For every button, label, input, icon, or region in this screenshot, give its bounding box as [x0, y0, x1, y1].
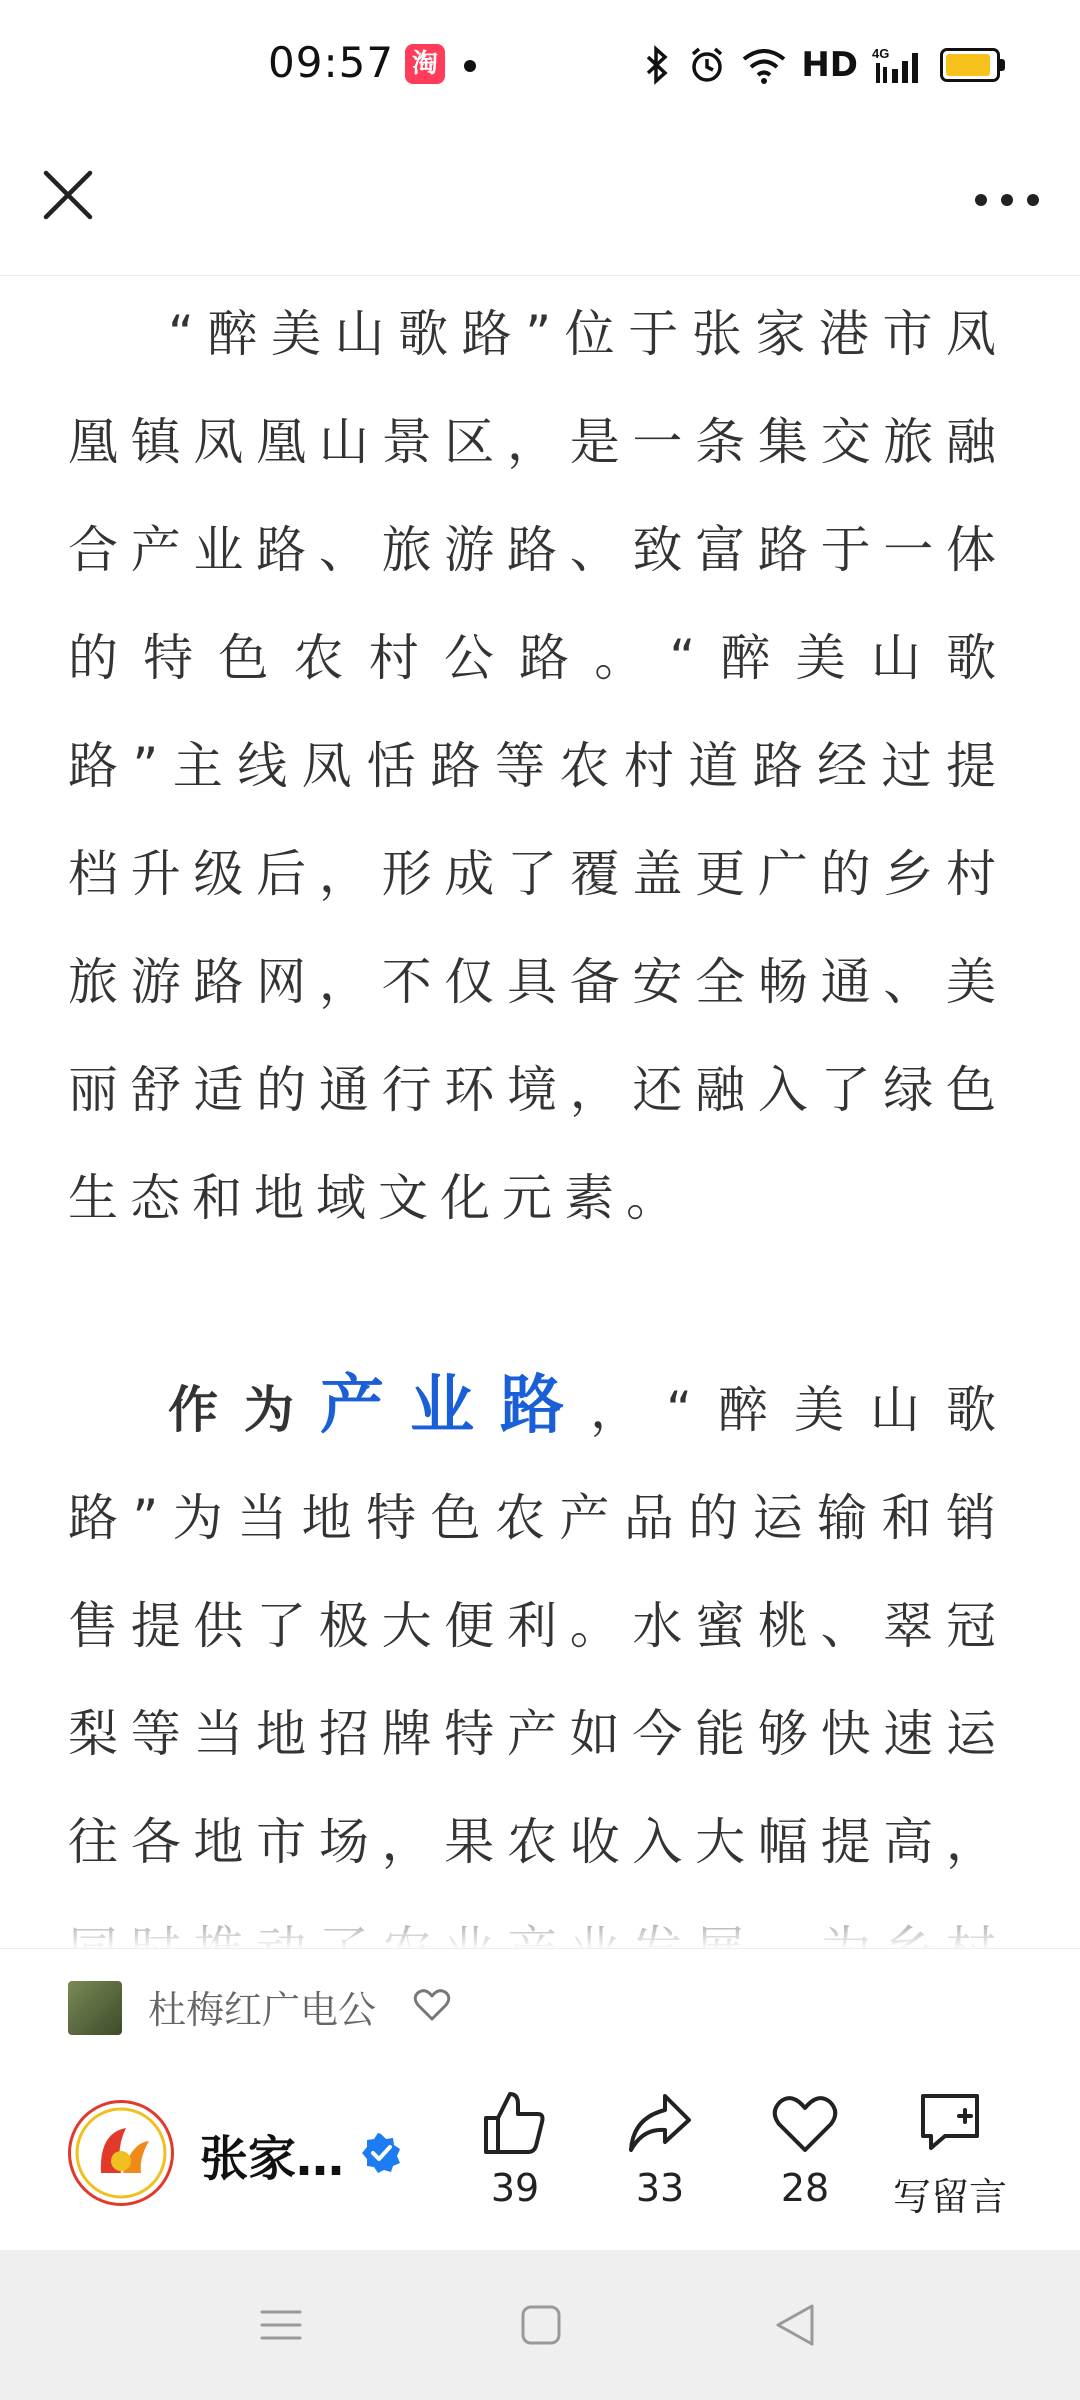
- bluetooth-icon: [643, 45, 673, 85]
- account-logo-emblem: [71, 2103, 171, 2203]
- status-time: 09:57: [268, 38, 395, 87]
- top-nav: [0, 135, 1080, 276]
- system-nav-bar: [0, 2250, 1080, 2400]
- account-name[interactable]: 张家…: [200, 2131, 345, 2187]
- alarm-icon: [687, 45, 727, 85]
- like-count: 39: [490, 2166, 540, 2210]
- action-bar: [0, 2058, 1080, 2248]
- share-arrow-icon: [625, 2088, 695, 2158]
- wifi-icon: [741, 45, 787, 85]
- article-body: [68, 280, 1008, 2112]
- comment-label: 写留言: [892, 2175, 1007, 2219]
- text-fade: [0, 1880, 1080, 1950]
- like-action[interactable]: [445, 2088, 585, 2238]
- comment-icon: [915, 2088, 985, 2158]
- home-icon[interactable]: [518, 2302, 564, 2348]
- network-type-label: HD: [801, 45, 858, 85]
- paragraph-rest: ，“醉美山歌路”为当地特色农产品的运输和销售提供了极大便利。水蜜桃、翠冠梨等当地招牌特产如今能够快速运往各地市场，果农收入大幅提高，: [68, 1381, 1009, 1871]
- account-logo[interactable]: [68, 2100, 174, 2206]
- comment-action[interactable]: [880, 2088, 1020, 2238]
- article-paragraph-1: “醉美山歌路”位于张家港市凤凰镇凤凰山景区，是一条集交旅融合产业路、旅游路、致富路于一体的特色农村公路。“醉美山歌路”主线凤恬路等农村道路经过提档升级后，形成了覆盖更广的乡村旅游路网，不仅具备安全畅通、美丽舒适的通行环境，还融入了绿色生态和地域文化元素。: [68, 305, 1008, 1227]
- share-count: 33: [635, 2166, 685, 2210]
- highlight-keyword: 产业路: [320, 1369, 591, 1443]
- taobao-notification-icon: 淘: [405, 44, 445, 84]
- author-avatar[interactable]: [68, 1981, 122, 2035]
- thumbs-up-icon: [480, 2088, 550, 2158]
- signal-label: 4G: [872, 46, 890, 61]
- author-row[interactable]: [0, 1948, 1080, 2059]
- heart-icon: [770, 2088, 840, 2158]
- more-options-icon[interactable]: [972, 190, 1042, 210]
- paragraph-lead: 作为: [168, 1381, 321, 1439]
- recent-apps-icon[interactable]: [258, 2302, 304, 2348]
- battery-icon: [940, 48, 1000, 82]
- author-name[interactable]: 杜梅红广电公: [148, 1988, 377, 2032]
- share-action[interactable]: [590, 2088, 730, 2238]
- verified-badge-icon: [360, 2132, 402, 2174]
- notification-dot-icon: [464, 60, 476, 72]
- status-bar: [0, 0, 1080, 135]
- favorite-count: 28: [780, 2166, 830, 2210]
- heart-outline-icon[interactable]: [412, 1985, 452, 2025]
- close-icon[interactable]: [38, 165, 98, 225]
- favorite-action[interactable]: [735, 2088, 875, 2238]
- back-icon[interactable]: [772, 2300, 818, 2350]
- signal-icon: [872, 45, 926, 85]
- system-icons: [643, 40, 1000, 90]
